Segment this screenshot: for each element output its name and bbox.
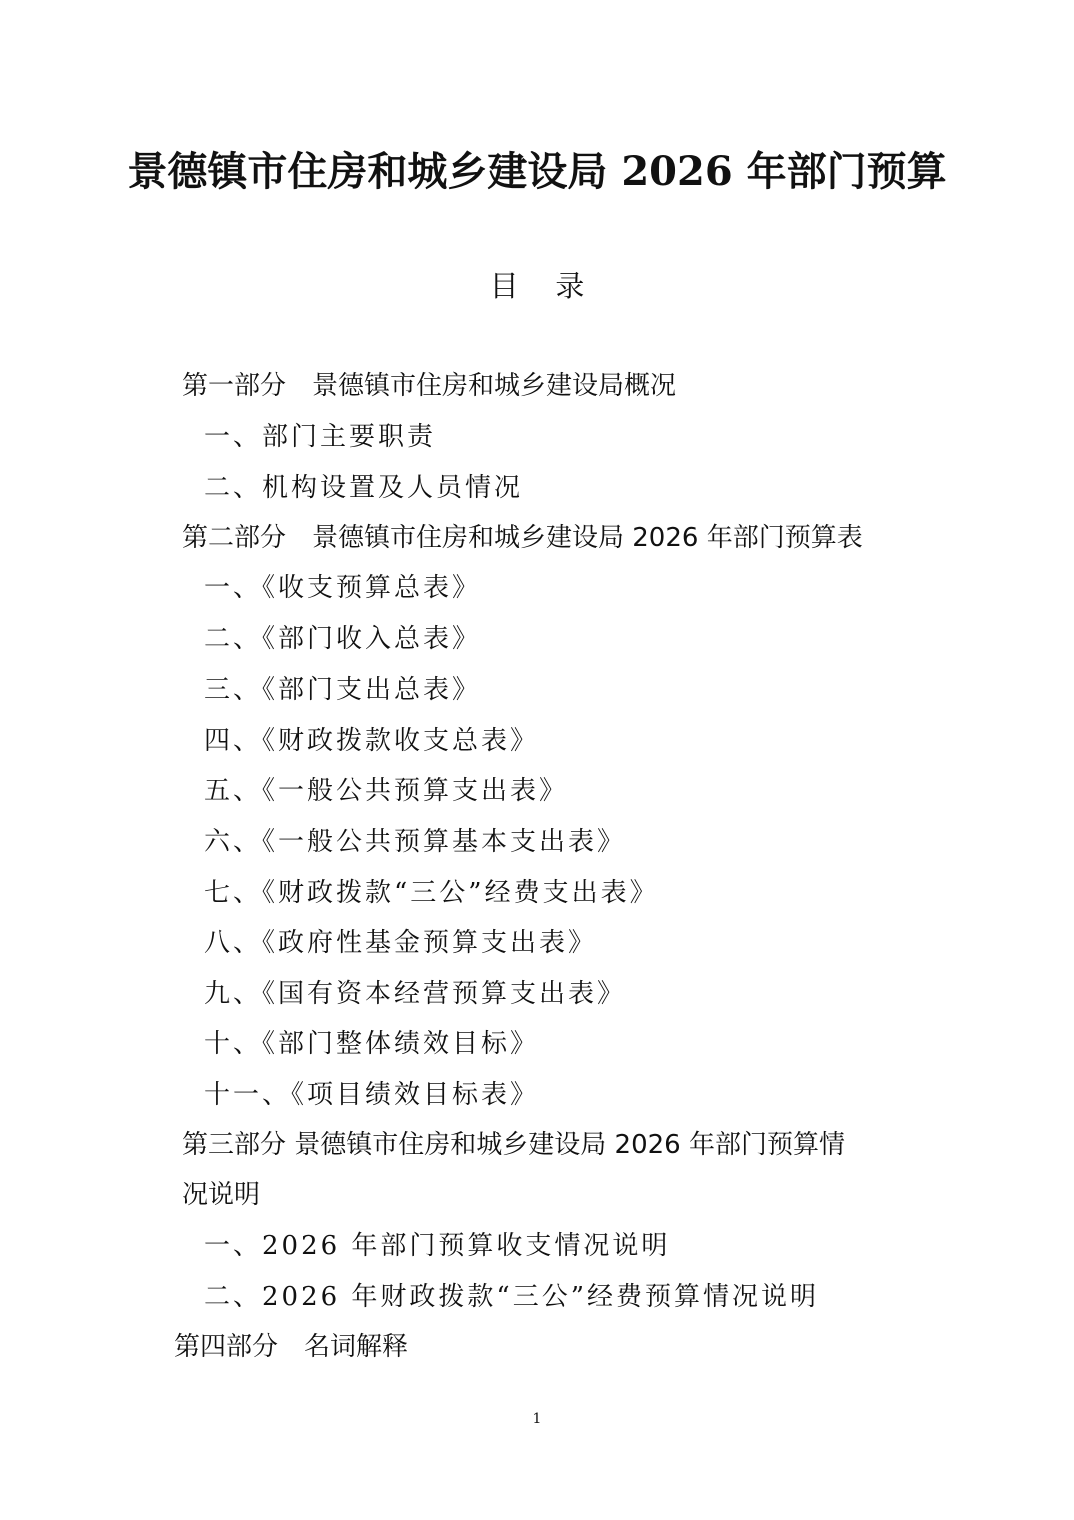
page-number: 1 [532,1411,542,1427]
toc-item[interactable]: 十一、《项目绩效目标表》 [204,1080,540,1110]
toc-item[interactable]: 三、《部门支出总表》 [204,675,482,705]
toc-item[interactable]: 四、《财政拨款收支总表》 [204,726,540,756]
toc-part-1[interactable]: 第一部分 景德镇市住房和城乡建设局概况 [182,371,677,401]
toc-item[interactable]: 一、2026 年部门预算收支情况说明 [204,1231,671,1261]
toc-part-3[interactable]: 第三部分 景德镇市住房和城乡建设局 2026 年部门预算情 [182,1130,845,1160]
toc-item[interactable]: 一、《收支预算总表》 [204,573,482,603]
toc-item[interactable]: 五、《一般公共预算支出表》 [204,776,569,806]
toc-item[interactable]: 九、《国有资本经营预算支出表》 [204,979,627,1009]
toc-item[interactable]: 二、《部门收入总表》 [204,624,482,654]
toc-item[interactable]: 一、部门主要职责 [204,422,437,452]
toc-heading: 目 录 [489,269,585,303]
toc-part-2[interactable]: 第二部分 景德镇市住房和城乡建设局 2026 年部门预算表 [182,523,863,553]
toc-item[interactable]: 八、《政府性基金预算支出表》 [204,928,598,958]
toc-item[interactable]: 六、《一般公共预算基本支出表》 [204,827,627,857]
toc-item[interactable]: 二、2026 年财政拨款“三公”经费预算情况说明 [204,1282,820,1312]
toc-part-4[interactable]: 第四部分 名词解释 [174,1332,409,1362]
document-title: 景德镇市住房和城乡建设局 2026 年部门预算 [127,148,947,195]
toc-item[interactable]: 十、《部门整体绩效目标》 [204,1029,540,1059]
toc-part-3-continued[interactable]: 况说明 [182,1180,261,1210]
toc-item[interactable]: 二、机构设置及人员情况 [204,473,524,503]
toc-item[interactable]: 七、《财政拨款“三公”经费支出表》 [204,878,659,908]
